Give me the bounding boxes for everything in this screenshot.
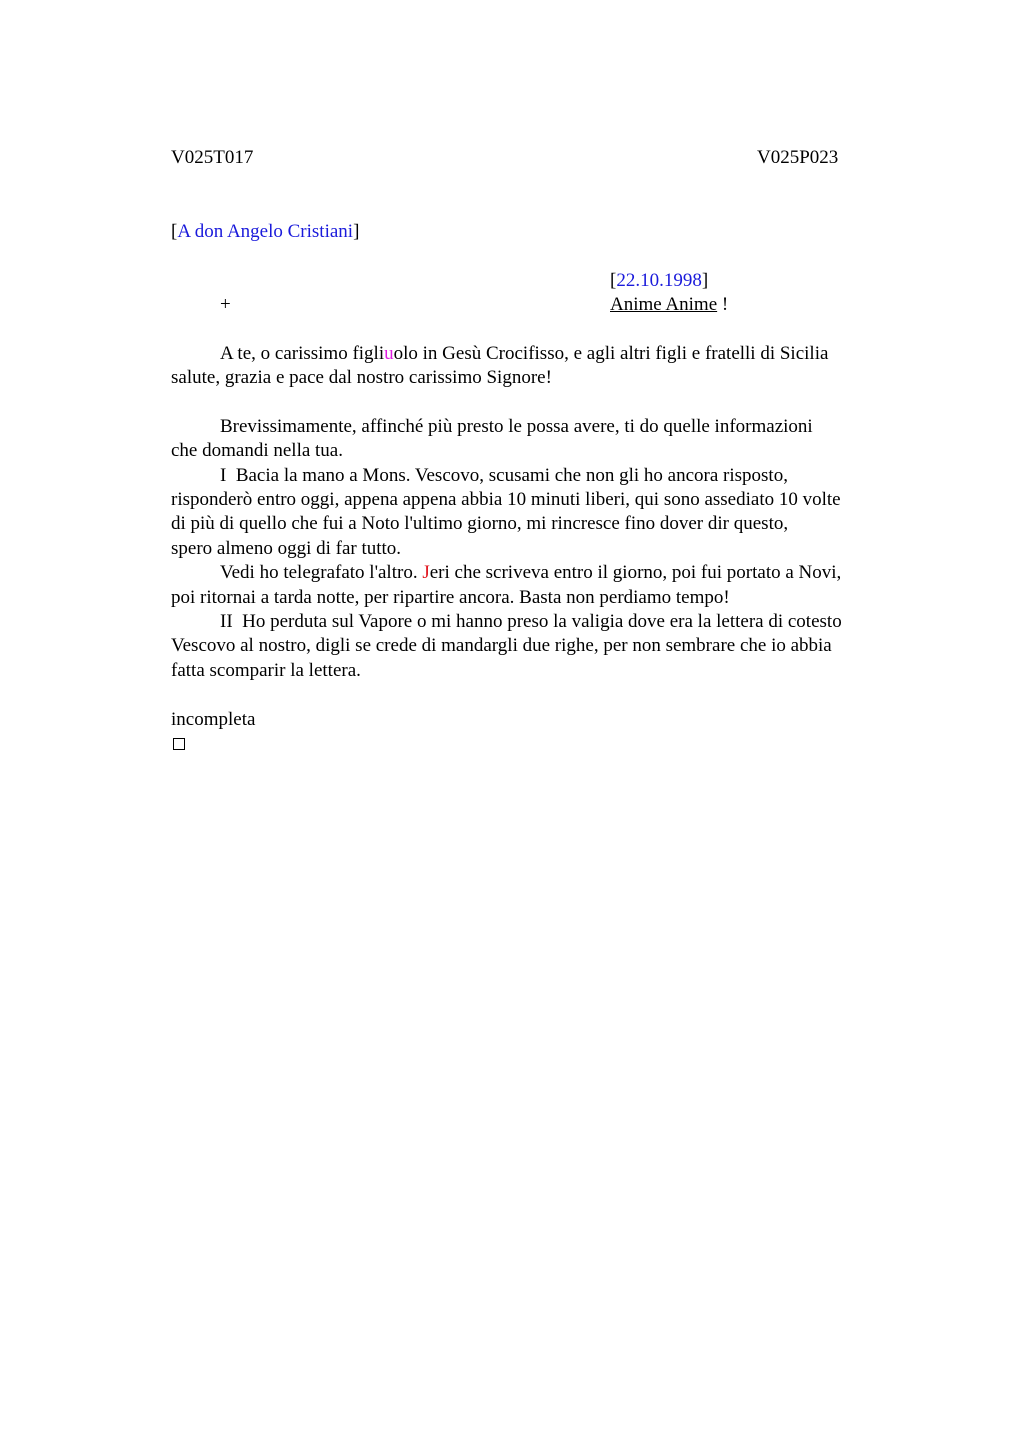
body-line: fatta scomparir la lettera. [171, 660, 361, 681]
body-line: che domandi nella tua. [171, 440, 343, 461]
motto-words: Anime Anime [610, 294, 718, 315]
highlighted-letter: J [422, 562, 430, 583]
greeting-line [220, 342, 828, 366]
bracket-close: ] [701, 270, 709, 291]
text-span: A te, o carissimo figli [220, 343, 385, 364]
body-line: di più di quello che fui a Noto l'ultimo giorno, mi rincresce fino dover dir questo, [171, 513, 789, 534]
body-line: Vescovo al nostro, digli se crede di mandargli due righe, per non sembrare che io abbia [171, 635, 832, 656]
motto [610, 293, 728, 317]
body-line: Brevissimamente, affinché più presto le possa avere, ti do quelle informazioni [220, 416, 813, 437]
bracket-open: [ [171, 221, 178, 242]
doc-code-right: V025P023 [757, 147, 839, 168]
empty-checkbox-icon [173, 738, 185, 751]
date-value: 22.10.1998 [616, 270, 702, 291]
body-line: I Bacia la mano a Mons. Vescovo, scusami che non gli ho ancora risposto, [220, 465, 788, 486]
text-span: olo in Gesù Crocifisso, e agli altri figli e fratelli di Sicilia [393, 343, 829, 364]
recipient-name: A don Angelo Cristiani [177, 221, 354, 242]
cross-symbol: + [220, 294, 231, 315]
motto-suffix: ! [721, 294, 729, 315]
footer-note: incompleta [171, 709, 256, 730]
body-line: risponderò entro oggi, appena appena abbia 10 minuti liberi, qui sono assediato 10 volte [171, 489, 841, 510]
text-span: eri che scriveva entro il giorno, poi fui portato a Novi, [429, 562, 842, 583]
body-line [220, 561, 841, 585]
bracket-close: ] [353, 221, 360, 242]
body-line: II Ho perduta sul Vapore o mi hanno preso la valigia dove era la lettera di cotesto [220, 611, 842, 632]
body-line: poi ritornai a tarda notte, per ripartire ancora. Basta non perdiamo tempo! [171, 587, 730, 608]
highlighted-letter: u [384, 343, 394, 364]
bracket-open: [ [610, 270, 617, 291]
greeting-line: salute, grazia e pace dal nostro carissimo Signore! [171, 367, 552, 388]
letter-date [610, 269, 708, 293]
recipient-heading [171, 220, 359, 244]
text-span: Vedi ho telegrafato l'altro. [220, 562, 423, 583]
body-line: spero almeno oggi di far tutto. [171, 538, 402, 559]
doc-code-left: V025T017 [171, 147, 254, 168]
